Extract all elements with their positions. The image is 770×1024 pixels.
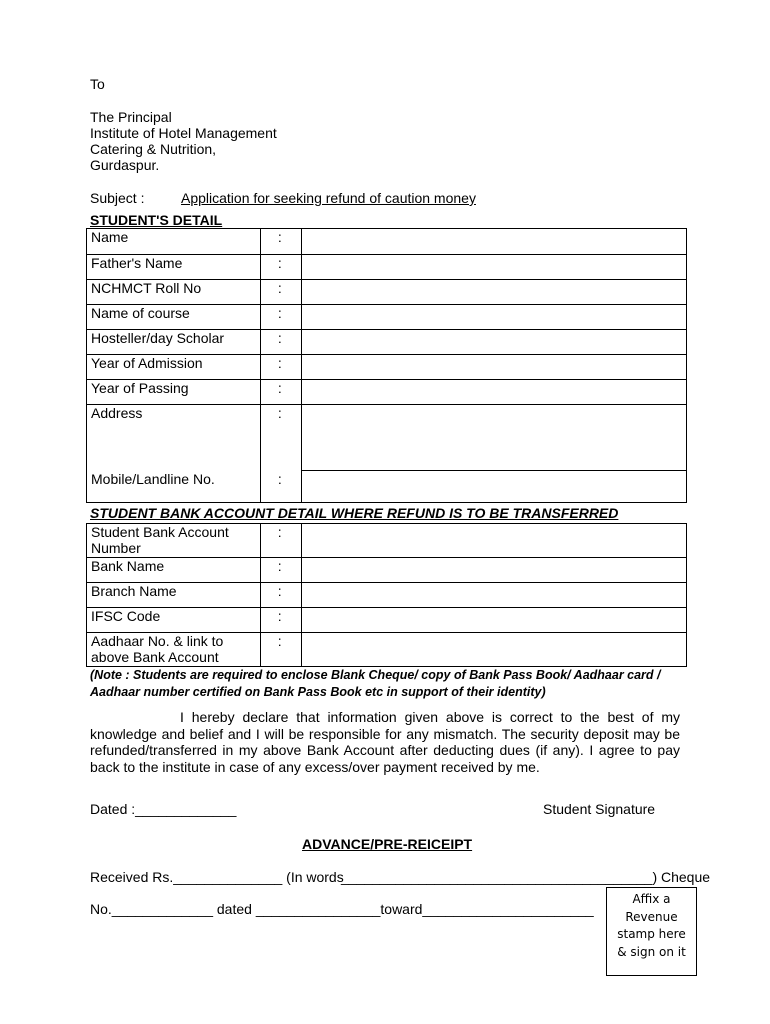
year-admission-field[interactable] [301,355,686,380]
name-field[interactable] [301,229,686,255]
field-label-line: Number [91,540,141,556]
field-label-fathers-name: Father's Name [87,255,261,280]
table-row [87,380,687,405]
table-row [87,583,687,608]
table-row [87,280,687,305]
dated-field[interactable]: Dated :_____________ [90,801,237,817]
student-detail-table [86,228,687,503]
table-row [87,633,687,667]
address-field[interactable] [301,405,686,471]
ifsc-field[interactable] [301,608,686,633]
field-label-name: Name [87,229,261,255]
field-label-course: Name of course [87,305,261,330]
mobile-field[interactable] [301,471,686,503]
table-row [87,405,687,471]
field-label-account-number [87,524,261,558]
aadhaar-field[interactable] [301,633,686,667]
hosteller-field[interactable] [301,330,686,355]
stamp-text-line: stamp here [617,927,686,941]
field-separator: : [260,355,301,380]
field-separator: : [260,608,301,633]
field-label-ifsc: IFSC Code [87,608,261,633]
declaration-text: I hereby declare that information given above is correct to the best of my knowledge and belief and I will be responsible for any mismatch. The security deposit may be refunded/transferred in my above Bank Account after deducting dues (if any). I agree to pay back to the institute in case of any excess/over payment received by me. [90,709,680,775]
declaration-paragraph [90,709,680,775]
field-separator: : [260,305,301,330]
branch-name-field[interactable] [301,583,686,608]
table-row [87,471,687,503]
addressee-line-3: Catering & Nutrition, [90,141,217,157]
addressee-line-1: The Principal [90,109,172,125]
table-row [87,305,687,330]
account-number-field[interactable] [301,524,686,558]
field-separator: : [260,255,301,280]
field-label-branch-name: Branch Name [87,583,261,608]
table-row [87,229,687,255]
receipt-heading: ADVANCE/PRE-REICEIPT [302,836,473,852]
stamp-text-line: Affix a [632,892,671,906]
bank-detail-heading: STUDENT BANK ACCOUNT DETAIL WHERE REFUND IS TO BE TRANSFERRED [90,505,619,521]
field-label-bank-name: Bank Name [87,558,261,583]
student-detail-heading: STUDENT'S DETAIL [90,212,223,228]
field-separator: : [260,558,301,583]
table-row [87,558,687,583]
field-separator: : [260,524,301,558]
field-label-year-passing: Year of Passing [87,380,261,405]
field-separator: : [260,380,301,405]
table-row [87,355,687,380]
field-separator: : [260,330,301,355]
field-label-year-admission: Year of Admission [87,355,261,380]
stamp-text-line: Revenue [625,909,678,924]
table-row [87,330,687,355]
field-label-roll-no: NCHMCT Roll No [87,280,261,305]
table-row [87,524,687,558]
field-separator: : [260,583,301,608]
field-label-aadhaar [87,633,261,667]
fathers-name-field[interactable] [301,255,686,280]
field-separator: : [260,280,301,305]
note-line-2: Aadhaar number certified on Bank Pass Book etc in support of their identity) [90,685,546,699]
field-separator: : [260,471,301,503]
stamp-text-line: & sign on it [617,944,686,959]
table-row [87,255,687,280]
receipt-cheque-line[interactable]: No._____________ dated ________________toward______________________ [90,901,594,917]
addressee-line-2: Institute of Hotel Management [90,125,277,141]
subject-text: Application for seeking refund of caution money [181,190,476,206]
field-label-line: Aadhaar No. & link to [91,633,224,649]
receipt-words-line[interactable]: ________________________________________) Cheque [341,869,711,885]
table-row [87,608,687,633]
revenue-stamp-box [606,887,697,976]
field-separator: : [260,633,301,667]
bank-name-field[interactable] [301,558,686,583]
field-separator: : [260,405,301,471]
addressee-line-4: Gurdaspur. [90,157,160,173]
subject-label: Subject : [90,190,145,206]
field-label-mobile: Mobile/Landline No. [87,471,261,503]
field-label-hosteller: Hosteller/day Scholar [87,330,261,355]
field-label-address: Address [87,405,261,471]
field-label-line: above Bank Account [91,649,219,665]
year-passing-field[interactable] [301,380,686,405]
field-label-line: Student Bank Account [91,524,229,540]
field-separator: : [260,229,301,255]
course-field[interactable] [301,305,686,330]
salutation-to: To [90,76,105,92]
receipt-received-line[interactable]: Received Rs.______________ (In words [90,869,344,885]
bank-detail-table [86,523,687,667]
student-signature-label: Student Signature [543,801,656,817]
roll-no-field[interactable] [301,280,686,305]
note-line-1: (Note : Students are required to enclose Blank Cheque/ copy of Bank Pass Book/ Aadhaar card / [90,668,661,682]
